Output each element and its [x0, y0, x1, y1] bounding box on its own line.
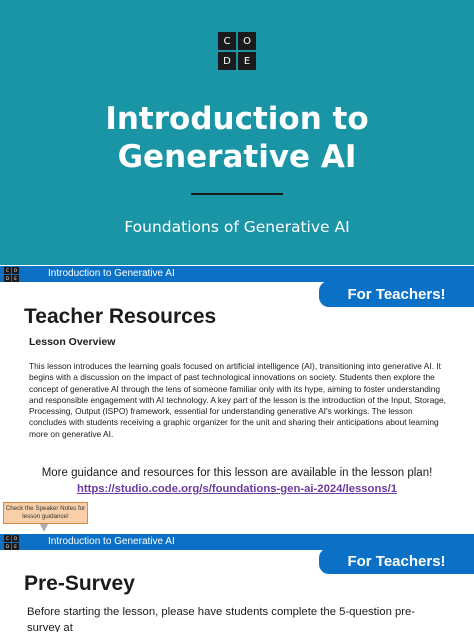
- logo-letter: C: [218, 32, 236, 50]
- title-divider: [191, 193, 283, 195]
- callout-arrow-icon: [40, 524, 48, 532]
- title-slide: [0, 0, 474, 265]
- logo-letter: D: [5, 544, 10, 549]
- logo-letter: E: [12, 275, 19, 282]
- logo-letter: O: [238, 32, 256, 50]
- logo-letter: E: [238, 52, 256, 70]
- logo-letter: C: [4, 535, 11, 542]
- code-logo-small: [4, 535, 19, 550]
- logo-letter: C: [4, 267, 11, 274]
- section-title: Pre-Survey: [24, 572, 135, 595]
- code-logo-small: [4, 267, 19, 282]
- for-teachers-badge: For Teachers!: [319, 281, 474, 307]
- code-logo: [218, 32, 256, 70]
- logo-letter: D: [218, 52, 236, 70]
- header-title: Introduction to Generative AI: [48, 268, 175, 279]
- title-line: Generative AI: [117, 139, 357, 175]
- header-title: Introduction to Generative AI: [48, 536, 175, 547]
- presentation-subtitle: Foundations of Generative AI: [124, 218, 350, 236]
- logo-letter: E: [12, 543, 19, 550]
- presentation-title: [0, 100, 474, 176]
- for-teachers-badge: For Teachers!: [319, 548, 474, 574]
- lesson-overview-heading: Lesson Overview: [29, 336, 116, 348]
- slide-header-bar: [0, 266, 474, 282]
- title-line: Introduction to: [105, 101, 369, 137]
- logo-letter: O: [13, 268, 18, 273]
- lesson-overview-text: This lesson introduces the learning goals focused on artificial intelligence (AI), transitioning into generative AI. It begins with a discussion on the impact of past technological innovations on society. Students then explore the concept of generative AI through the lens of someone familiar only with its hype, aiming to foster understanding and responsible engagement with AI technology. A key part of the lesson is the introduction of the Input, Storage, Processing, Output (ISPO) framework, essential for understanding generative AI's workings. The lesson concludes with students receiving a graphic organizer for the unit and sharing their anticipations about learning more on generative AI.: [29, 361, 447, 439]
- logo-letter: D: [5, 276, 10, 281]
- pre-survey-text: Before starting the lesson, please have students complete the 5-question pre-survey at: [27, 606, 416, 632]
- logo-letter: O: [13, 536, 18, 541]
- guidance-text: More guidance and resources for this lesson are available in the lesson plan!: [41, 467, 433, 479]
- section-title: Teacher Resources: [24, 305, 217, 328]
- lesson-plan-link[interactable]: https://studio.code.org/s/foundations-gen-ai-2024/lessons/1: [76, 483, 398, 495]
- speaker-notes-callout: Check the Speaker Notes for lesson guidance!: [3, 502, 88, 524]
